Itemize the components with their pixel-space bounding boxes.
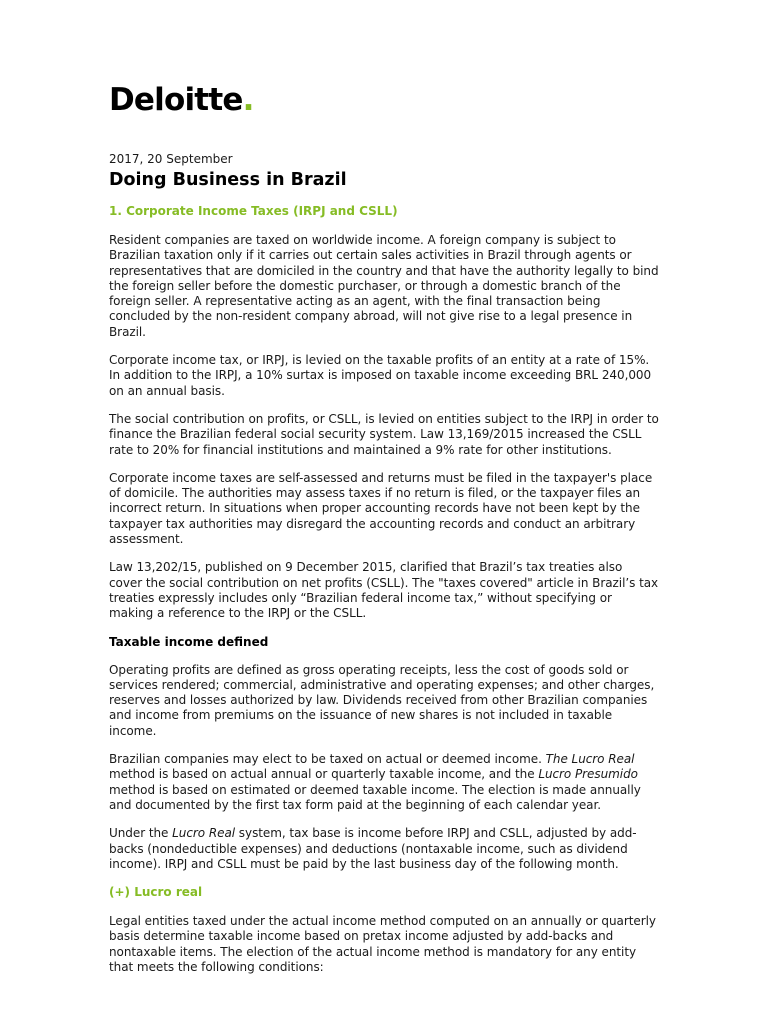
text-segment: method is based on actual annual or quarterly taxable income, and the	[109, 767, 539, 782]
italic-lucro-real: The Lucro Real	[545, 752, 635, 767]
logo-dot: .	[242, 82, 254, 118]
paragraph-irpj: Corporate income tax, or IRPJ, is levied on the taxable profits of an entity at a rate of 15%. In addition to the IRPJ, a 10% surtax is imposed on taxable income exceeding BRL 240,000 on an annual basis.	[109, 353, 652, 398]
text-segment: Under the	[109, 826, 173, 841]
paragraph-resident-companies: Resident companies are taxed on worldwide income. A foreign company is subject to Brazilian taxation only if it carries out certain sales activities in Brazil through agents or representatives that are domiciled in the country and that have the authority legally to bind the foreign seller before the domestic purchaser, or through a domestic branch of the foreign seller. A representative acting as an agent, with the final transaction being concluded by the non-resident company abroad, will not give rise to a legal presence in Brazil.	[109, 233, 659, 339]
paragraph-operating-profits: Operating profits are defined as gross operating receipts, less the cost of goods sold or services rendered; commercial, administrative and operating expenses; and other charges, reserves and losses authorized by law. Dividends received from other Brazilian companies and income from premiums on the issuance of new shares is not included in taxable income.	[109, 662, 655, 738]
paragraph-actual-or-deemed	[109, 752, 659, 813]
paragraph-lucro-real-system	[109, 826, 659, 872]
document-date: 2017, 20 September	[109, 152, 233, 166]
section-heading-corporate-income-taxes: 1. Corporate Income Taxes (IRPJ and CSLL)	[109, 204, 398, 218]
logo-wordmark: Deloitte	[109, 82, 243, 118]
paragraph-csll: The social contribution on profits, or CSLL, is levied on entities subject to the IRPJ in order to finance the Brazilian federal social security system. Law 13,169/2015 increased the CSLL rate to 20% for financial institutions and maintained a 9% rate for other institutions.	[109, 411, 659, 457]
text-segment: system, tax base is income before IRPJ and CSLL, adjusted by add-backs (nondeductible expenses) and deductions (nontaxable income, such as dividend income). IRPJ and CSLL must be paid by the last business day of the following month.	[109, 826, 637, 871]
text-segment: Brazilian companies may elect to be taxed on actual or deemed income.	[109, 752, 546, 767]
section-heading-lucro-real: (+) Lucro real	[109, 885, 203, 900]
document-page	[109, 84, 659, 975]
text-segment: method is based on estimated or deemed taxable income. The election is made annually and documented by the first tax form paid at the beginning of each calendar year.	[109, 782, 641, 812]
document-title: Doing Business in Brazil	[109, 170, 347, 190]
italic-lucro-presumido: Lucro Presumido	[538, 767, 638, 782]
paragraph-self-assessment: Corporate income taxes are self-assessed and returns must be filed in the taxpayer's place of domicile. The authorities may assess taxes if no return is filed, or the taxpayer files an incorrect return. In situations when proper accounting records have not been kept by the taxpayer tax authorities may disregard the accounting records and conduct an arbitrary assessment.	[109, 470, 653, 547]
paragraph-legal-entities: Legal entities taxed under the actual income method computed on an annually or quarterly basis determine taxable income based on pretax income adjusted by add-backs and nontaxable items. The election of the actual income method is mandatory for any entity that meets the following conditions:	[109, 914, 656, 974]
paragraph-law-13202: Law 13,202/15, published on 9 December 2015, clarified that Brazil’s tax treaties also cover the social contribution on net profits (CSLL). The "taxes covered" article in Brazil’s tax treaties expressly includes only “Brazilian federal income tax,” without specifying or making a reference to the IRPJ or the CSLL.	[109, 560, 659, 621]
deloitte-logo	[109, 84, 659, 116]
subheading-taxable-income-defined: Taxable income defined	[109, 634, 269, 649]
italic-lucro-real: Lucro Real	[172, 826, 236, 841]
